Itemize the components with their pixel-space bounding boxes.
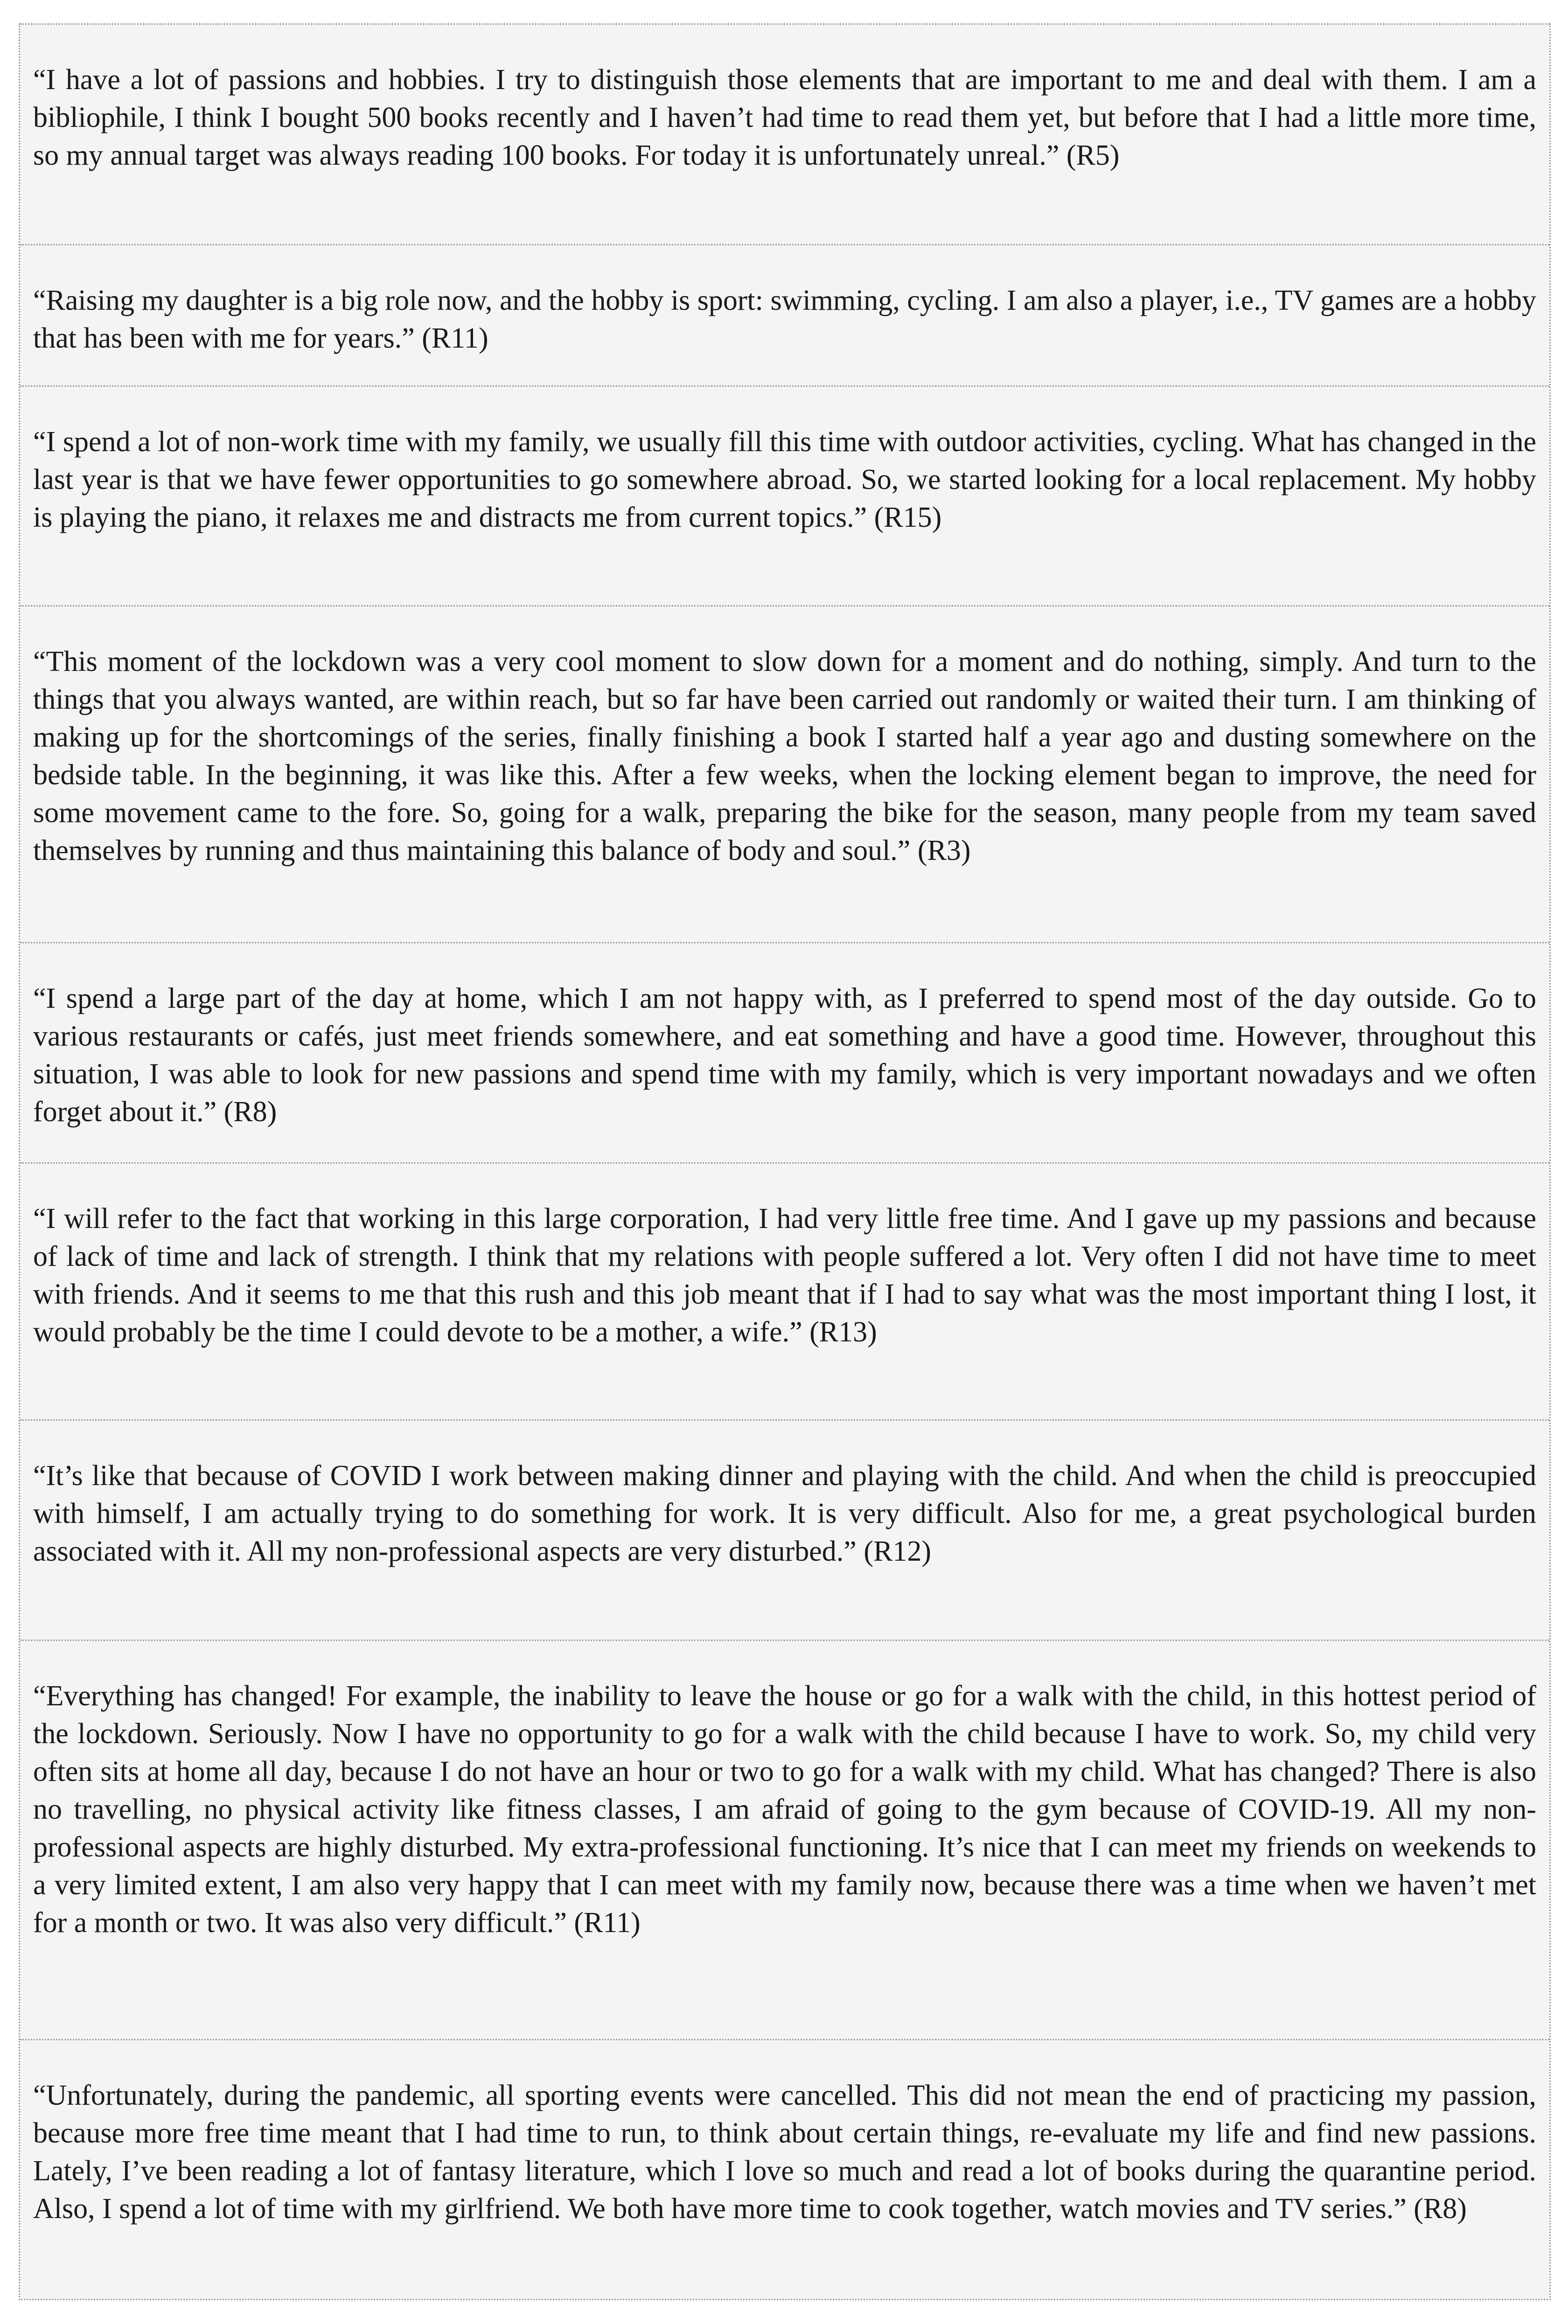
quote-row-r3 [20, 605, 1549, 942]
quote-row-r8-home [20, 942, 1549, 1162]
quotes-table [19, 23, 1551, 2300]
quote-row-r5 [20, 23, 1549, 244]
quote-text: “I spend a large part of the day at home, which I am not happy with, as I preferred to spend most of the day outside. Go to various restaurants or cafés, just meet friends somewhere, and eat something and have a good time. However, throughout this situation, I was able to look for new passions and spend time with my family, which is very important nowadays and we often forget about it.” (R8) [33, 982, 1536, 1128]
quote-text: “Raising my daughter is a big role now, and the hobby is sport: swimming, cycling. I am also a player, i.e., TV games are a hobby that has been with me for years.” (R11) [33, 284, 1536, 354]
quote-row-r12 [20, 1419, 1549, 1640]
quote-text: “This moment of the lockdown was a very cool moment to slow down for a moment and do nothing, simply. And turn to the things that you always wanted, are within reach, but so far have been carried out randomly or waited their turn. I am thinking of making up for the shortcomings of the series, finally finishing a book I started half a year ago and dusting somewhere on the bedside table. In the beginning, it was like this. After a few weeks, when the locking element began to improve, the need for some movement came to the fore. So, going for a walk, preparing the bike for the season, many people from my team saved themselves by running and thus maintaining this balance of body and soul.” (R3) [33, 646, 1536, 867]
quote-text: “Unfortunately, during the pandemic, all sporting events were cancelled. This did not mean the end of practicing my passion, because more free time meant that I had time to run, to think about certain things, re-evaluate my life and find new passions. Lately, I’ve been reading a lot of fantasy literature, which I love so much and read a lot of books during the quarantine period. Also, I spend a lot of time with my girlfriend. We both have more time to cook together, watch movies and TV series.” (R8) [33, 2080, 1536, 2225]
quote-text: “It’s like that because of COVID I work between making dinner and playing with the child. And when the child is preoccupied with himself, I am actually trying to do something for work. It is very difficult. Also for me, a great psychological burden associated with it. All my non-professional aspects are very disturbed.” (R12) [33, 1460, 1536, 1568]
quote-row-r15 [20, 385, 1549, 606]
quote-text: “I spend a lot of non-work time with my family, we usually fill this time with outdoor activities, cycling. What has changed in the last year is that we have fewer opportunities to go somewhere abroad. So, we started looking for a local replacement. My hobby is playing the piano, it relaxes me and distracts me from current topics.” (R15) [33, 426, 1536, 533]
quote-row-r11-hobbies [20, 244, 1549, 385]
quote-row-r8-pandemic [20, 2039, 1549, 2299]
quote-text: “I will refer to the fact that working in this large corporation, I had very little free time. And I gave up my passions and because of lack of time and lack of strength. I think that my relations with people suffered a lot. Very often I did not have time to meet with friends. And it seems to me that this rush and this job meant that if I had to say what was the most important thing I lost, it would probably be the time I could devote to be a mother, a wife.” (R13) [33, 1202, 1536, 1348]
quote-row-r13 [20, 1162, 1549, 1420]
quote-text: “I have a lot of passions and hobbies. I try to distinguish those elements that are important to me and deal with them. I am a bibliophile, I think I bought 500 books recently and I haven’t had time to read them yet, but before that I had a little more time, so my annual target was always reading 100 books. For today it is unfortunately unreal.” (R5) [33, 64, 1536, 171]
quote-text: “Everything has changed! For example, the inability to leave the house or go for a walk with the child, in this hottest period of the lockdown. Seriously. Now I have no opportunity to go for a walk with the child because I have to work. So, my child very often sits at home all day, because I do not have an hour or two to go for a walk with my child. What has changed? There is also no travelling, no physical activity like fitness classes, I am afraid of going to the gym because of COVID-19. All my non-professional aspects are highly disturbed. My extra-professional functioning. It’s nice that I can meet my friends on weekends to a very limited extent, I am also very happy that I can meet with my family now, because there was a time when we haven’t met for a month or two. It was also very difficult.” (R11) [33, 1680, 1536, 1939]
quote-row-r11-changes [20, 1640, 1549, 2039]
